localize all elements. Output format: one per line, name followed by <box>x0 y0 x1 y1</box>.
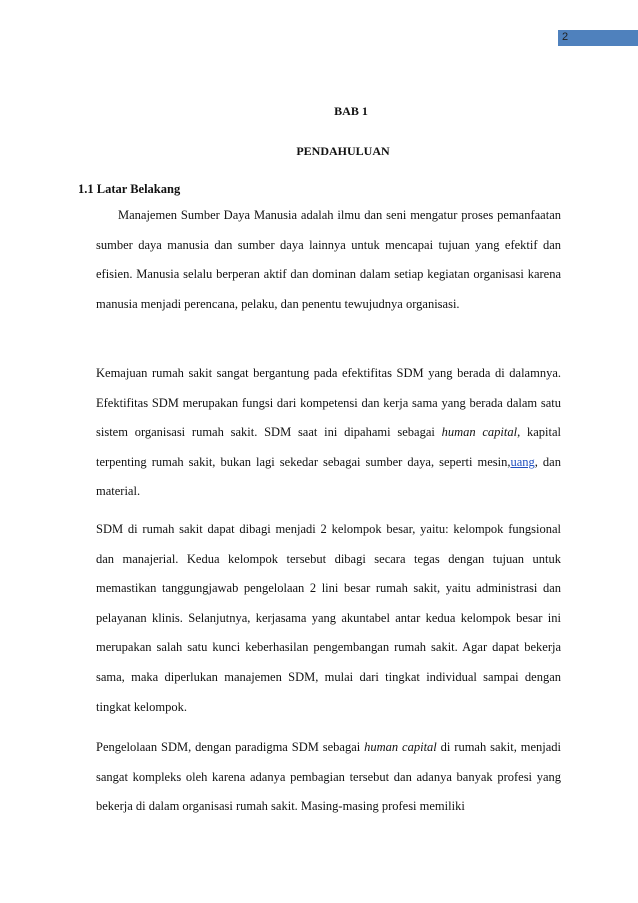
paragraph-2-text-a: Kemajuan rumah sakit sangat bergantung pada efektifitas SDM yang berada di dalamnya. Efektifitas SDM merupakan fungsi dari kompetensi dan kerja sama yang berada dalam satu sistem organisasi rumah sakit. SDM saat ini dipahami sebagai <box>96 366 561 440</box>
uang-link[interactable]: uang <box>510 454 535 469</box>
paragraph-2-text-c: , dan material. <box>96 454 561 499</box>
paragraph-4-text-a: Pengelolaan SDM, dengan paradigma SDM sebagai <box>96 740 365 754</box>
chapter-title: PENDAHULUAN <box>296 144 390 158</box>
paragraph-4 <box>96 733 561 822</box>
page-number: 2 <box>562 31 569 43</box>
chapter-label: BAB 1 <box>334 104 368 118</box>
paragraph-4-text-b: di rumah sakit, menjadi sangat kompleks oleh karena adanya pembagian tersebut dan adanya banyak profesi yang bekerja di dalam organisasi rumah sakit. Masing-masing profesi memiliki <box>96 740 562 814</box>
paragraph-1 <box>96 201 561 319</box>
paragraph-4-italic: human capital <box>364 740 437 754</box>
paragraph-1-text: Manajemen Sumber Daya Manusia adalah ilmu dan seni mengatur proses pemanfaatan sumber daya manusia dan sumber daya lainnya untuk mencapai tujuan yang efektif dan efisien. Manusia selalu berperan aktif dan dominan dalam setiap kegiatan organisasi karena manusia menjadi perencana, pelaku, dan penentu tewujudnya organisasi. <box>96 208 561 311</box>
section-title: 1.1 Latar Belakang <box>78 182 181 196</box>
paragraph-3: SDM di rumah sakit dapat dibagi menjadi 2 kelompok besar, yaitu: kelompok fungsional dan manajerial. Kedua kelompok tersebut dibagi secara tegas dengan tujuan untuk memastikan tanggungjawab pengelolaan 2 lini besar rumah sakit, yaitu administrasi dan pelayanan klinis. Selanjutnya, kerjasama yang akuntabel antar kedua kelompok besar ini merupakan salah satu kunci keberhasilan pengembangan rumah sakit. Agar dapat bekerja sama, maka diperlukan manajemen SDM, mulai dari tingkat individual sampai dengan tingkat kelompok. <box>96 522 561 714</box>
paragraph-2-text-b: , kapital terpenting rumah sakit, bukan lagi sekedar sebagai sumber daya, seperti mesin, <box>96 425 561 469</box>
page-number-bar <box>558 30 638 46</box>
paragraph-2 <box>96 359 561 507</box>
paragraph-2-italic: human capital <box>441 425 518 440</box>
